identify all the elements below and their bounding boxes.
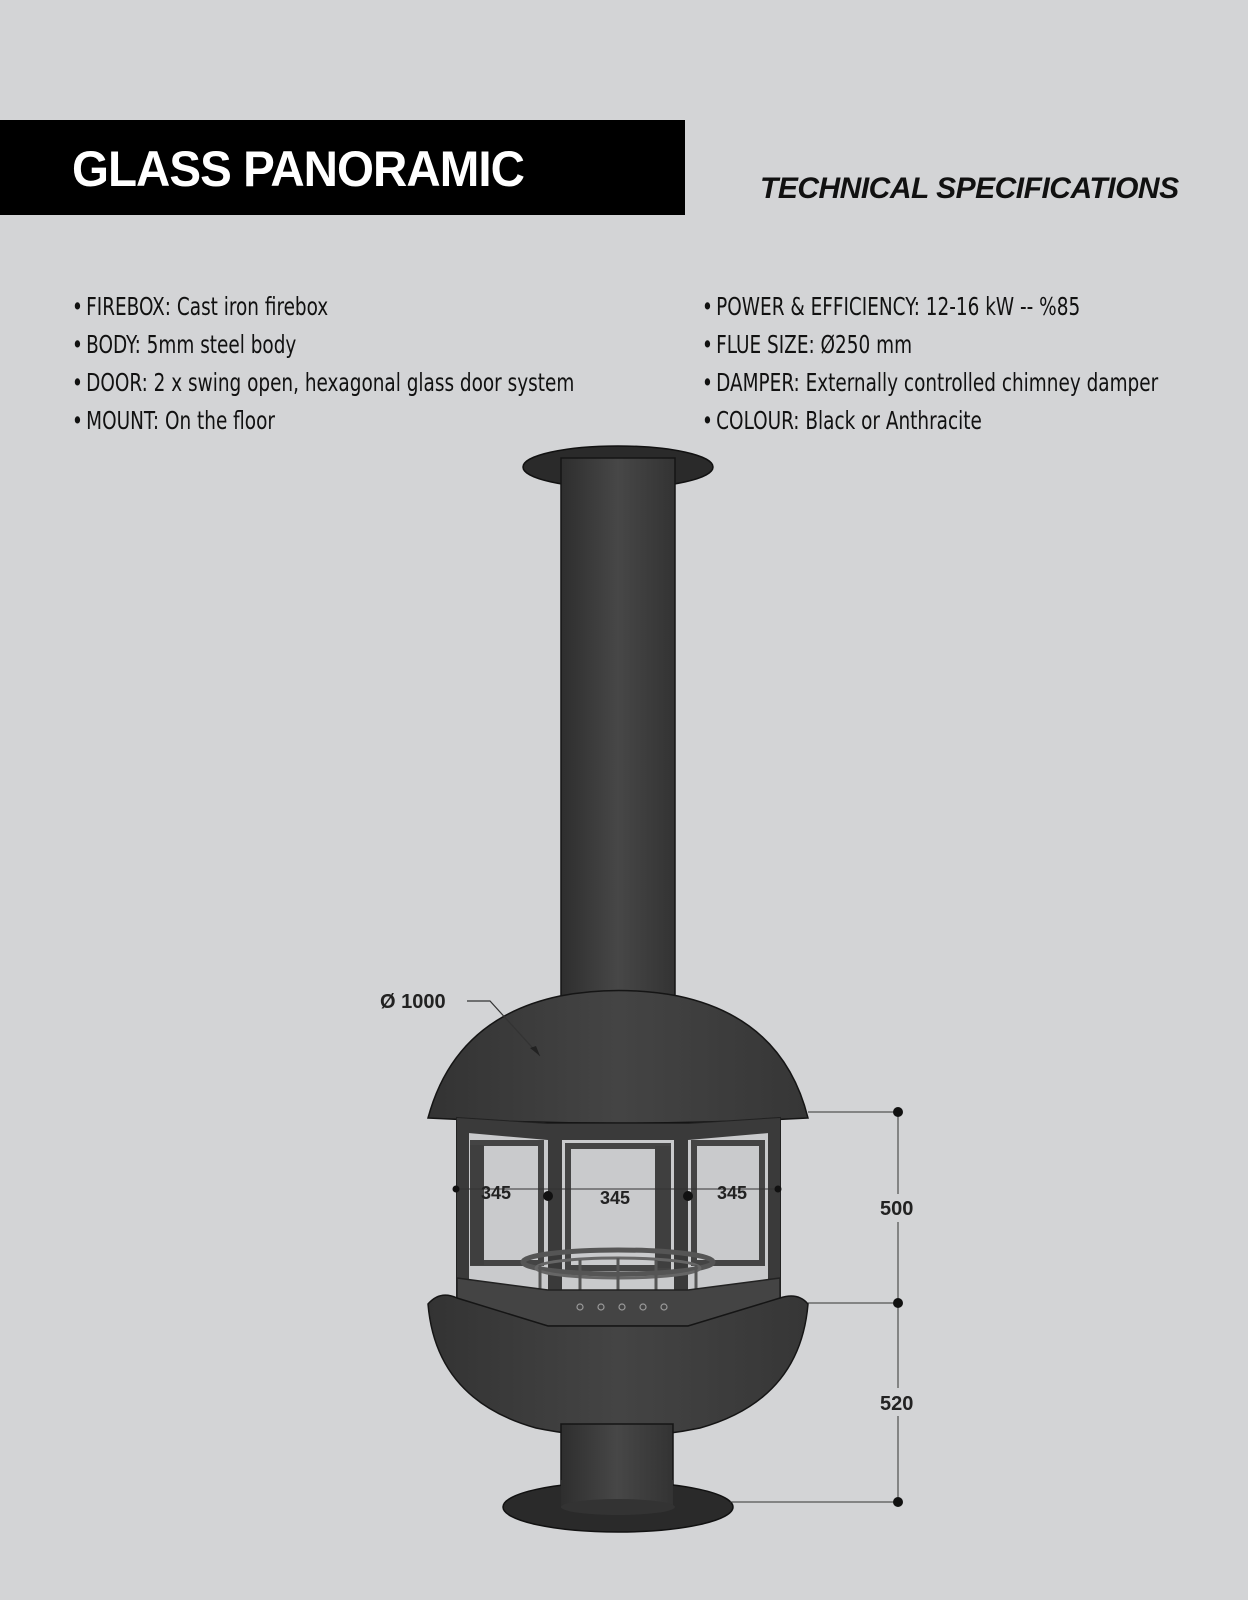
dim-upper-height: 500 [880, 1198, 914, 1220]
spec-mount: • MOUNT: On the floor [72, 402, 574, 440]
dim-lower-height: 520 [880, 1393, 914, 1415]
chimney-pipe [561, 458, 675, 996]
spec-firebox: • FIREBOX: Cast iron firebox [72, 288, 574, 326]
spec-door: • DOOR: 2 x swing open, hexagonal glass door system [72, 364, 574, 402]
spec-power: • POWER & EFFICIENCY: 12-16 kW -- %85 [702, 288, 1158, 326]
dim-front: 345 [600, 1188, 631, 1208]
spec-flue: • FLUE SIZE: Ø250 mm [702, 326, 1158, 364]
dim-side-right: 345 [717, 1183, 748, 1203]
spec-body: • BODY: 5mm steel body [72, 326, 574, 364]
glass-cage [457, 1118, 780, 1326]
spec-colour: • COLOUR: Black or Anthracite [702, 402, 1158, 440]
page-title: GLASS PANORAMIC [72, 141, 524, 197]
section-subtitle: TECHNICAL SPECIFICATIONS [760, 172, 1179, 205]
dim-side-left: 345 [481, 1183, 512, 1203]
spec-damper: • DAMPER: Externally controlled chimney damper [702, 364, 1158, 402]
diameter-label: Ø 1000 [380, 991, 446, 1013]
hood-dome [428, 991, 808, 1124]
